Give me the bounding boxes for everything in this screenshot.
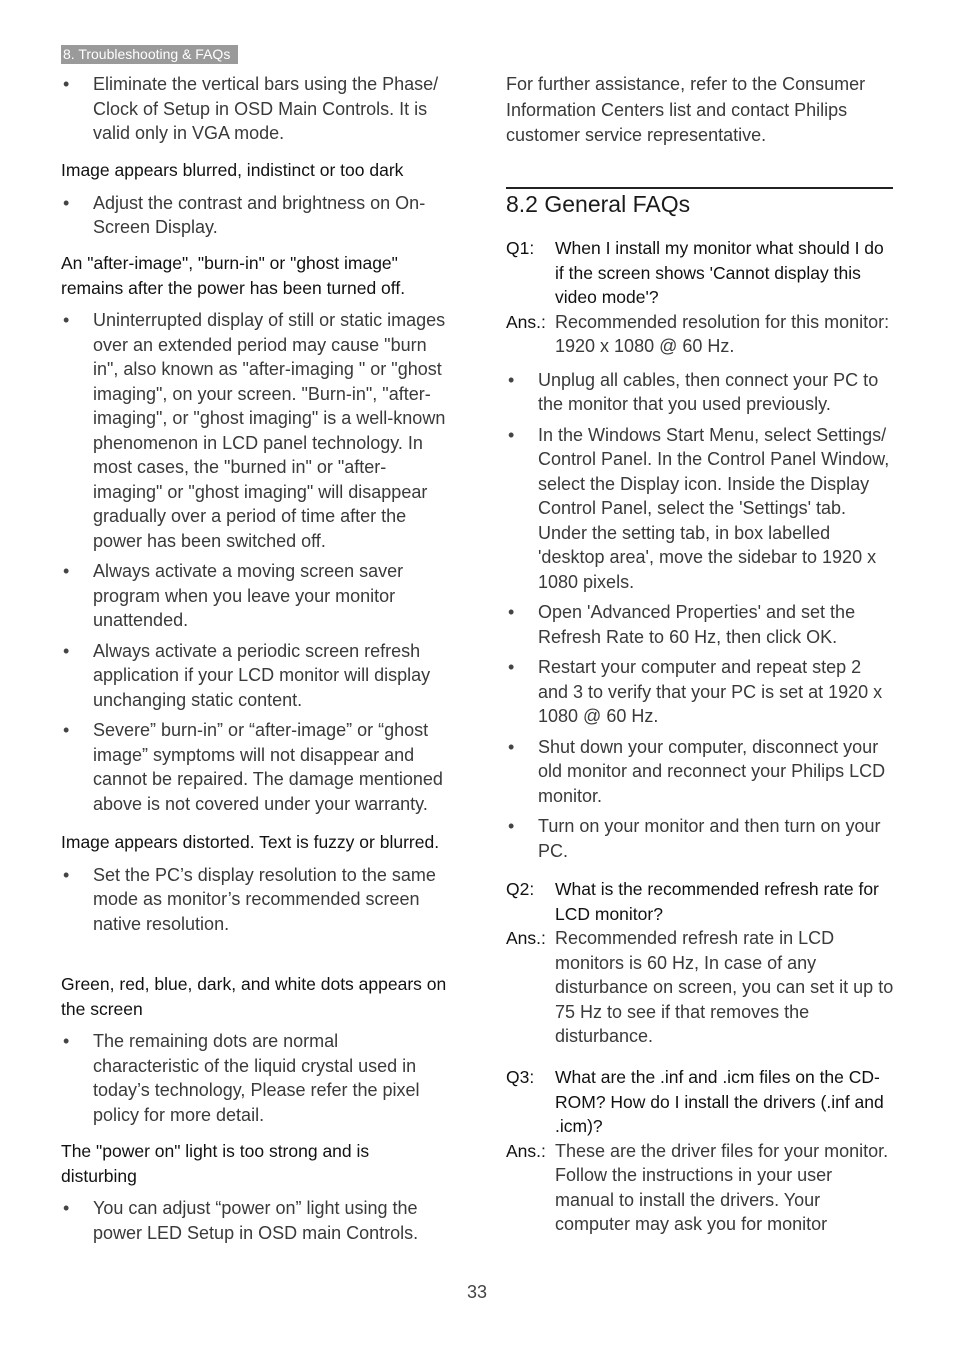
dots-section	[61, 972, 449, 1127]
list-item: • You can adjust “power on” light using the power LED Setup in OSD main Controls.	[63, 1198, 419, 1243]
afterimage-section	[61, 251, 449, 816]
section-heading: The "power on" light is too strong and is disturbing	[61, 1141, 370, 1186]
list-item: • Severe” burn-in” or “after-image” or “ghost image” symptoms will not disappear and cannot be repaired. The damage mentioned above is not covered under your warranty.	[63, 720, 443, 814]
list-item: • The remaining dots are normal characteristic of the liquid crystal used in today’s technology, Please refer the pixel policy for more detail.	[63, 1031, 420, 1125]
vertical-bars-block	[61, 72, 449, 146]
section-tag: 8. Troubleshooting & FAQs	[61, 45, 238, 64]
list-item: • Always activate a periodic screen refresh application if your LCD monitor will display unchanging static content.	[63, 640, 431, 710]
blurred-section	[61, 158, 449, 240]
section-heading: Image appears blurred, indistinct or too dark	[61, 160, 404, 180]
list-item: • Uninterrupted display of still or static images over an extended period may cause "burn in", also known as "after-imaging " or "ghost imaging", on your screen. "Burn-in", "after-imaging", or "ghost imaging" is a well-known phenomenon in LCD panel technology. In most cases, the "burned in" or "after-imaging" or "ghost imaging" will disappear gradually over a period of time after the power has been switched off.	[63, 310, 446, 551]
list-item: • Turn on your monitor and then turn on your PC.	[508, 816, 881, 861]
question: Q3: What are the .inf and .icm files on the CD-ROM? How do I install the drivers (.inf and .icm)?	[506, 1067, 884, 1136]
list-item: • Unplug all cables, then connect your PC to the monitor that you used previously.	[508, 369, 879, 414]
faq-q2	[506, 877, 894, 1049]
list-item: • Restart your computer and repeat step 2 and 3 to verify that your PC is set at 1920 x 1080 @ 60 Hz.	[508, 657, 883, 726]
power-light-section	[61, 1139, 449, 1245]
faq-q1	[506, 236, 894, 863]
section-rule	[506, 187, 893, 189]
answer: Ans.: These are the driver files for your monitor. Follow the instructions in your user manual to install the drivers. Your computer may ask you for monitor	[506, 1140, 889, 1234]
faq-title-block	[506, 190, 894, 218]
list-item: • Shut down your computer, disconnect your old monitor and reconnect your Philips LCD monitor.	[508, 736, 886, 806]
question: Q2: What is the recommended refresh rate for LCD monitor?	[506, 879, 879, 924]
faq-title: 8.2 General FAQs	[506, 191, 691, 217]
assistance-block	[506, 72, 878, 149]
section-heading: An "after-image", "burn-in" or "ghost image" remains after the power has been turned off.	[61, 253, 406, 298]
section-heading: Image appears distorted. Text is fuzzy or blurred.	[61, 832, 440, 852]
list-item: • In the Windows Start Menu, select Settings/ Control Panel. In the Control Panel Window, select the Display icon. Inside the Display Control Panel, select the 'Settings' tab. Under the setting tab, in box labelled 'desktop area', move the sidebar to 1920 x 1080 pixels.	[508, 424, 890, 592]
list-item: • Set the PC’s display resolution to the same mode as monitor’s recommended screen native resolution.	[63, 864, 436, 934]
faq-q3	[506, 1065, 894, 1237]
list-item: • Adjust the contrast and brightness on On-Screen Display.	[63, 192, 426, 237]
distorted-section	[61, 830, 449, 936]
page-number: 33	[466, 1282, 488, 1302]
question: Q1: When I install my monitor what should I do if the screen shows 'Cannot display this video mode'?	[506, 238, 884, 307]
answer: Ans.: Recommended refresh rate in LCD monitors is 60 Hz, In case of any disturbance on screen, you can set it up to 75 Hz to see if that removes the disturbance.	[506, 928, 894, 1046]
answer: Ans.: Recommended resolution for this monitor: 1920 x 1080 @ 60 Hz.	[506, 311, 890, 356]
assistance-text: For further assistance, refer to the Consumer Information Centers list and contact Philips customer service representative.	[506, 74, 866, 145]
section-heading: Green, red, blue, dark, and white dots appears on the screen	[61, 974, 447, 1019]
list-item: • Always activate a moving screen saver program when you leave your monitor unattended.	[63, 561, 404, 630]
list-item: • Open 'Advanced Properties' and set the Refresh Rate to 60 Hz, then click OK.	[508, 602, 856, 647]
list-item: • Eliminate the vertical bars using the Phase/ Clock of Setup in OSD Main Controls. It is valid only in VGA mode.	[63, 74, 439, 143]
